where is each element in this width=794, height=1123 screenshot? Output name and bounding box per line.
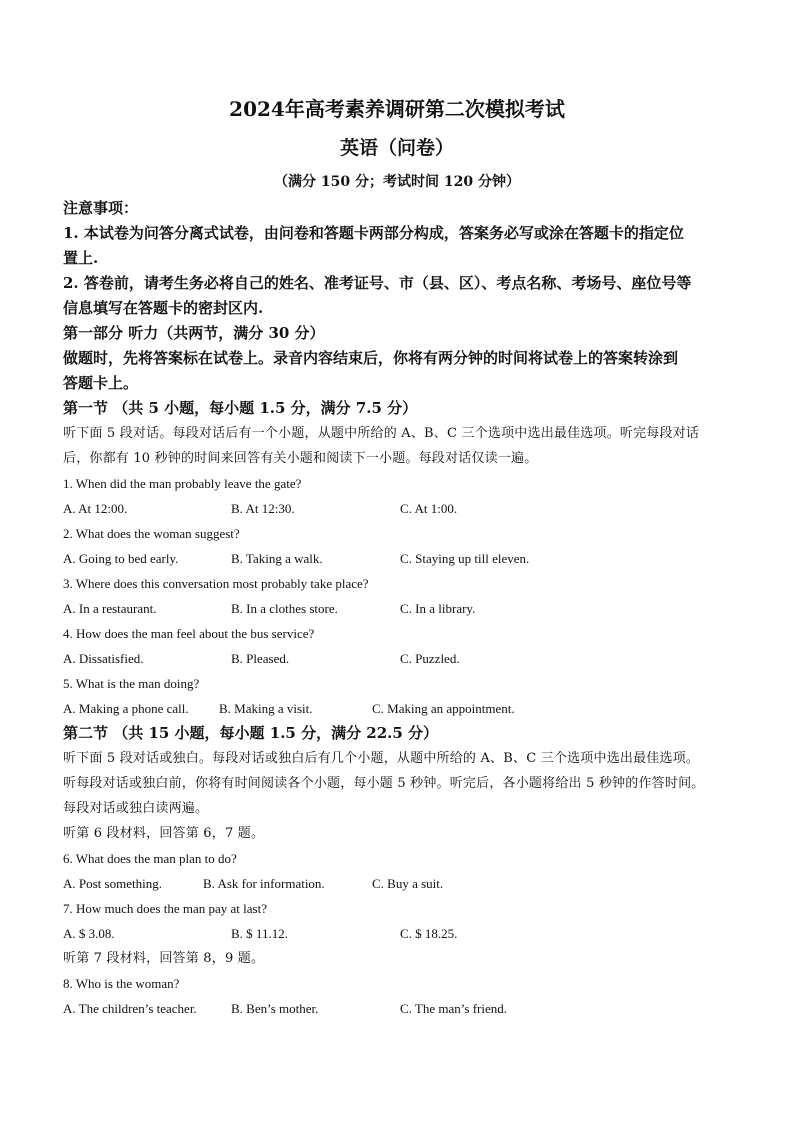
section2-instruction-line-2: 听每段对话或独白前，你将有时间阅读各个小题，每小题 5 秒钟。听完后，各小题将给出 5 秒钟的作答时间。: [63, 776, 705, 791]
option-a: A. At 12:00.: [63, 501, 128, 516]
part1-instruction-line-2: 答题卡上。: [63, 374, 139, 392]
exam-subtitle: 英语（问卷）: [339, 137, 454, 159]
section1-heading: 第一节 （共 5 小题，每小题 1.5 分，满分 7.5 分）: [63, 399, 418, 417]
exam-title: 2024年高考素养调研第二次模拟考试: [229, 97, 565, 121]
option-c: C. Making an appointment.: [372, 701, 515, 716]
notice-item-2-line-1: 2. 答卷前，请考生务必将自己的姓名、准考证号、市（县、区）、考点名称、考场号、座位号等: [63, 274, 692, 292]
section2-heading: 第二节 （共 15 小题，每小题 1.5 分，满分 22.5 分）: [63, 724, 439, 742]
option-c: C. In a library.: [400, 601, 476, 616]
section2-instruction-line-3: 每段对话或独白读两遍。: [63, 801, 209, 816]
option-b: B. Making a visit.: [219, 701, 313, 716]
option-c: C. Buy a suit.: [372, 876, 444, 891]
option-a: A. Making a phone call.: [63, 701, 189, 716]
question-8-options: [63, 996, 739, 1021]
option-a: A. Going to bed early.: [63, 551, 179, 566]
material-6-note: 听第 6 段材料，回答第 6，7 题。: [63, 826, 265, 841]
option-b: B. $ 11.12.: [231, 926, 288, 941]
notice-item-1-line-1: 1. 本试卷为问答分离式试卷，由问卷和答题卡两部分构成，答案务必写或涂在答题卡的指定位: [63, 224, 684, 242]
option-a: A. In a restaurant.: [63, 601, 157, 616]
option-b: B. Pleased.: [231, 651, 290, 666]
section1-instruction-line-2: 后，你都有 10 秒钟的时间来回答有关小题和阅读下一小题。每段对话仅读一遍。: [63, 451, 538, 466]
question-4-stem: 4. How does the man feel about the bus service?: [63, 626, 315, 641]
question-3-options: [63, 596, 739, 621]
question-6-options: [63, 871, 739, 896]
question-2-options: [63, 546, 739, 571]
question-3-stem: 3. Where does this conversation most probably take place?: [63, 576, 369, 591]
notice-item-1-line-2: 置上.: [63, 249, 99, 267]
question-1-stem: 1. When did the man probably leave the gate?: [63, 476, 302, 491]
option-a: A. Post something.: [63, 876, 162, 891]
option-a: A. $ 3.08.: [63, 926, 115, 941]
question-7-stem: 7. How much does the man pay at last?: [63, 901, 267, 916]
score-note: （满分 150 分；考试时间 120 分钟）: [274, 174, 520, 190]
question-2-stem: 2. What does the woman suggest?: [63, 526, 240, 541]
notice-heading: 注意事项：: [63, 199, 139, 217]
question-6-stem: 6. What does the man plan to do?: [63, 851, 237, 866]
part1-instruction-line-1: 做题时，先将答案标在试卷上。录音内容结束后，你将有两分钟的时间将试卷上的答案转涂到: [63, 349, 679, 367]
question-4-options: [63, 646, 739, 671]
notice-item-2-line-2: 信息填写在答题卡的密封区内.: [63, 299, 264, 317]
option-c: C. Puzzled.: [400, 651, 460, 666]
option-a: A. Dissatisfied.: [63, 651, 144, 666]
option-c: C. At 1:00.: [400, 501, 458, 516]
option-b: B. At 12:30.: [231, 501, 295, 516]
question-5-options: [63, 696, 739, 721]
question-7-options: [63, 921, 739, 946]
option-b: B. Taking a walk.: [231, 551, 323, 566]
section2-instruction-line-1: 听下面 5 段对话或独白。每段对话或独白后有几个小题，从题中所给的 A、B、C 三个选项中选出最佳选项。: [63, 751, 700, 766]
question-1-options: [63, 496, 739, 521]
option-a: A. The children’s teacher.: [63, 1001, 197, 1016]
option-c: C. Staying up till eleven.: [400, 551, 530, 566]
option-c: C. The man’s friend.: [400, 1001, 507, 1016]
option-b: B. In a clothes store.: [231, 601, 338, 616]
option-c: C. $ 18.25.: [400, 926, 458, 941]
question-5-stem: 5. What is the man doing?: [63, 676, 200, 691]
material-7-note: 听第 7 段材料，回答第 8，9 题。: [63, 951, 265, 966]
option-b: B. Ben’s mother.: [231, 1001, 319, 1016]
part1-heading: 第一部分 听力（共两节，满分 30 分）: [63, 324, 325, 342]
section1-instruction-line-1: 听下面 5 段对话。每段对话后有一个小题，从题中所给的 A、B、C 三个选项中选出最佳选项。听完每段对话: [63, 426, 700, 441]
exam-content: [63, 196, 739, 1021]
question-8-stem: 8. Who is the woman?: [63, 976, 180, 991]
option-b: B. Ask for information.: [203, 876, 325, 891]
